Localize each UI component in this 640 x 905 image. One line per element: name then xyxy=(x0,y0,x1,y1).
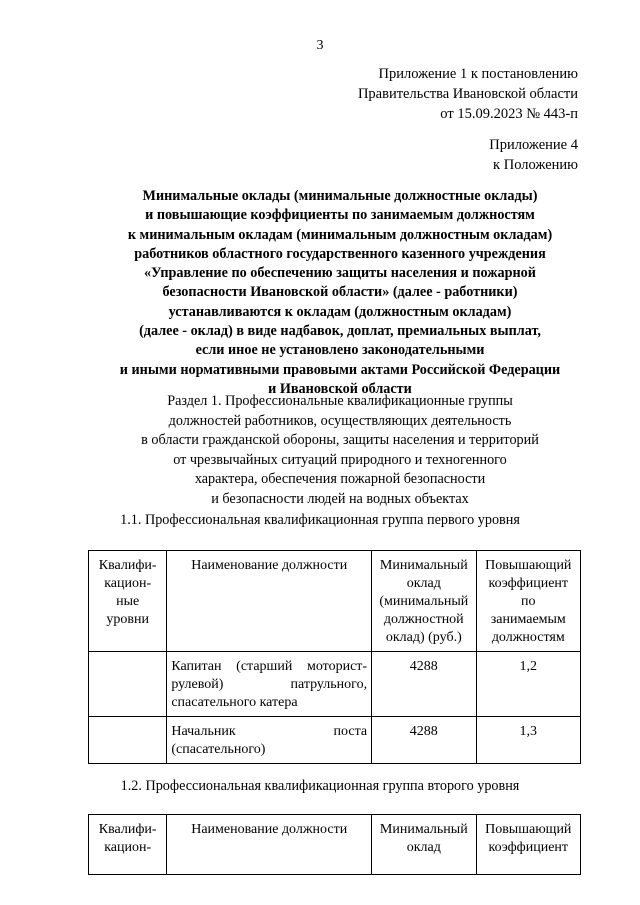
title-line: и повышающие коэффициенты по занимаемым должностям xyxy=(145,207,535,224)
appendix-1-reference xyxy=(358,64,578,124)
header-text: коэффициент xyxy=(488,840,569,855)
title-line: устанавливаются к окладам (должностным окладам) xyxy=(168,303,512,320)
document-title xyxy=(80,187,600,399)
appendix-4-line: к Положению xyxy=(493,157,578,173)
title-line: Минимальные оклады (минимальные должностные оклады) xyxy=(142,188,538,204)
header-text: должностям xyxy=(491,630,565,645)
title-line: и Ивановской области xyxy=(268,380,412,397)
header-text: Наименование должности xyxy=(191,558,348,573)
cell-position: Капитан (старший моторист-рулевой) патрульного, спасательного катера xyxy=(167,652,372,717)
header-coefficient xyxy=(476,815,580,875)
section-line: от чрезвычайных ситуаций природного и техногенного xyxy=(173,451,507,468)
section-line: должностей работников, осуществляющих деятельность xyxy=(168,412,512,429)
cell-coefficient: 1,3 xyxy=(476,717,580,764)
header-text: ные xyxy=(116,594,140,609)
header-text: коэффициент xyxy=(488,576,569,591)
section-line: в области гражданской обороны, защиты населения и территорий xyxy=(141,432,539,448)
appendix-1-line: Приложение 1 к постановлению xyxy=(378,66,578,82)
appendix-1-line: Правительства Ивановской области xyxy=(357,86,578,102)
group-2-table xyxy=(88,814,581,875)
cell-position: Начальник поста (спасательного) xyxy=(167,717,372,764)
header-text: Квалифи- xyxy=(98,822,157,837)
header-text: занимаемым xyxy=(490,612,566,627)
header-level xyxy=(89,815,167,875)
table-header-row xyxy=(89,551,581,652)
header-text: кацион- xyxy=(104,576,152,591)
header-text: Минимальный xyxy=(379,822,468,837)
table-header-row xyxy=(89,815,581,875)
section-heading xyxy=(80,392,600,509)
title-line: (далее - оклад) в виде надбавок, доплат, премиальных выплат, xyxy=(139,323,541,340)
title-line: работников областного государственного казенного учреждения xyxy=(134,245,546,262)
header-level xyxy=(89,551,167,652)
cell-coefficient: 1,2 xyxy=(476,652,580,717)
header-text: должностной xyxy=(383,612,464,627)
header-text: оклад) (руб.) xyxy=(385,630,462,645)
title-line: если иное не установлено законодательными xyxy=(195,342,485,359)
header-text: Повышающий xyxy=(485,558,572,573)
cell-level xyxy=(89,652,167,717)
header-text: (минимальный xyxy=(379,594,469,609)
header-text: оклад xyxy=(406,840,441,855)
header-salary xyxy=(372,551,476,652)
header-text: кацион- xyxy=(104,840,152,855)
title-line: «Управление по обеспечению защиты населения и пожарной xyxy=(144,265,536,282)
header-text: Квалифи- xyxy=(98,558,157,573)
page-number: 3 xyxy=(316,38,324,53)
header-text: Наименование должности xyxy=(191,822,348,837)
title-line: и иными нормативными правовыми актами Российской Федерации xyxy=(119,361,561,378)
cell-salary: 4288 xyxy=(372,717,476,764)
appendix-4-line: Приложение 4 xyxy=(489,137,578,153)
group-2-heading: 1.2. Профессиональная квалификационная группа второго уровня xyxy=(120,778,520,794)
table-row xyxy=(89,717,581,764)
title-line: безопасности Ивановской области» (далее - работники) xyxy=(162,284,518,301)
header-text: оклад xyxy=(406,576,441,591)
header-coefficient xyxy=(476,551,580,652)
table-row xyxy=(89,652,581,717)
section-line: и безопасности людей на водных объектах xyxy=(211,490,469,507)
header-salary xyxy=(372,815,476,875)
header-text: Повышающий xyxy=(485,822,572,837)
appendix-4-reference xyxy=(489,135,578,175)
cell-level xyxy=(89,717,167,764)
appendix-1-line: от 15.09.2023 № 443-п xyxy=(440,106,578,122)
title-line: к минимальным окладам (минимальным должностным окладам) xyxy=(127,226,553,243)
header-text: Минимальный xyxy=(379,558,468,573)
header-position xyxy=(167,815,372,875)
section-line: характера, обеспечения пожарной безопасности xyxy=(194,471,486,487)
section-line: Раздел 1. Профессиональные квалификационные группы xyxy=(167,393,513,409)
header-text: уровни xyxy=(106,612,149,627)
header-text: по xyxy=(521,594,536,609)
group-1-table xyxy=(88,550,581,764)
header-position xyxy=(167,551,372,652)
cell-salary: 4288 xyxy=(372,652,476,717)
group-1-heading: 1.1. Профессиональная квалификационная группа первого уровня xyxy=(120,512,520,528)
